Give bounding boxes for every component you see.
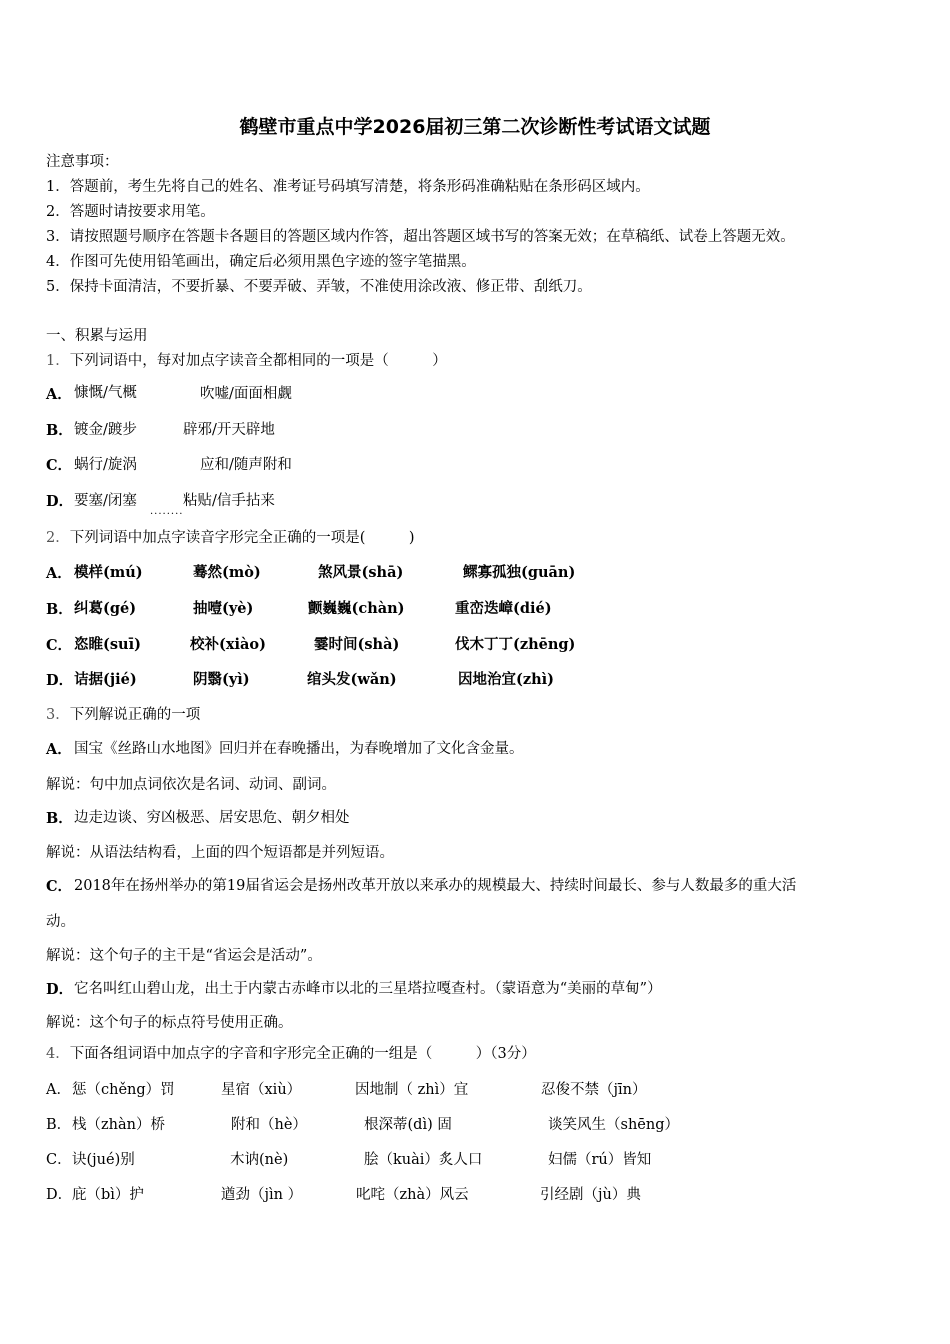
q3-option-a-text: 国宝《丝路山水地图》回归并在春晚播出，为春晚增加了文化含金量。 [74, 741, 524, 757]
q4-a-item: 星宿（xiù） [221, 1082, 302, 1098]
question-4-stem: 4．下面各组词语中加点字的字音和字形完全正确的一组是（ ）（3分） [46, 1046, 536, 1062]
q4-c-item: 诀(jué)别 [72, 1152, 135, 1168]
q1-option-label: B． [46, 422, 73, 439]
q2-b-item: 抽噎(yè) [193, 600, 254, 617]
question-number: 1． [46, 353, 70, 369]
question-number: 3． [46, 707, 70, 723]
q3-option-b-text: 边走边谈、穷凶极恶、居安思危、朝夕相处 [74, 810, 350, 826]
q1-option-label: A． [46, 386, 72, 403]
q2-option-label: C． [46, 637, 73, 654]
q4-c-item: 木讷(nè) [230, 1152, 289, 1168]
q1-option-d-text: 要塞/闭塞 [74, 493, 137, 509]
q3-option-c-explanation: 解说：这个句子的主干是“省运会是活动”。 [46, 948, 322, 964]
q2-c-item: 伐木丁丁(zhēng) [455, 636, 576, 653]
q4-b-item: 附和（hè） [231, 1117, 307, 1133]
q2-c-item: 校补(xiào) [190, 636, 266, 653]
q2-a-item: 模样(mú) [74, 564, 143, 581]
question-1-stem: 1．下列词语中，每对加点字读音全都相同的一项是（ ） [46, 353, 447, 369]
question-number: 2． [46, 530, 70, 546]
q4-option-label: D． [46, 1187, 73, 1203]
q3-option-b-explanation: 解说：从语法结构看，上面的四个短语都是并列短语。 [46, 845, 394, 861]
q3-option-label: C． [46, 878, 73, 895]
emphasis-dots: ........ [150, 506, 184, 517]
q1-option-b-text2: 辟邪/开天辟地 [183, 422, 275, 438]
q2-a-item: 煞风景(shā) [318, 564, 404, 581]
section-heading: 一、积累与运用 [46, 328, 148, 344]
q2-b-item: 重峦迭嶂(dié) [455, 600, 552, 617]
q2-option-label: A． [46, 565, 72, 582]
q4-c-item: 脍（kuài）炙人口 [364, 1152, 483, 1168]
q1-option-label: C． [46, 457, 73, 474]
q2-d-item: 阴翳(yì) [193, 671, 250, 688]
q4-d-item: 引经剧（jù）典 [540, 1187, 641, 1203]
q3-option-label: A． [46, 741, 72, 758]
q3-option-d-text: 它名叫红山碧山龙，出土于内蒙古赤峰市以北的三星塔拉嘎查村。（蒙语意为“美丽的草甸”） [74, 981, 662, 997]
notice-heading: 注意事项： [46, 154, 119, 170]
page-title: 鹤壁市重点中学2026届初三第二次诊断性考试语文试题 [239, 116, 711, 138]
q1-option-a-text2: 吹嘘/面面相觑 [200, 386, 292, 402]
q4-d-item: 遒劲（jìn ） [221, 1187, 303, 1203]
q2-b-item: 颤巍巍(chàn) [308, 600, 405, 617]
q3-option-a-explanation: 解说：句中加点词依次是名词、动词、副词。 [46, 777, 336, 793]
q2-a-item: 蓦然(mò) [193, 564, 261, 581]
q2-c-item: 恣睢(suī) [74, 636, 141, 653]
q4-b-item: 栈（zhàn）桥 [72, 1117, 165, 1133]
q2-a-item: 鳏寡孤独(guān) [463, 564, 576, 581]
notice-item-1: 1．答题前，考生先将自己的姓名、准考证号码填写清楚，将条形码准确粘贴在条形码区域内。 [46, 179, 650, 195]
q1-option-label: D． [46, 493, 74, 510]
q4-option-label: C． [46, 1152, 72, 1168]
q1-option-a-text: 慷慨/气概 [74, 385, 137, 401]
q4-a-item: 忍俊不禁（jīn） [541, 1082, 647, 1098]
q3-option-d-explanation: 解说：这个句子的标点符号使用正确。 [46, 1015, 293, 1031]
question-3-stem: 3．下列解说正确的一项 [46, 707, 201, 723]
q4-d-item: 庇（bì）护 [72, 1187, 144, 1203]
q4-a-item: 因地制（ zhì）宜 [355, 1082, 469, 1098]
q4-b-item: 根深蒂(dì) 固 [364, 1117, 452, 1133]
q4-option-label: A． [46, 1082, 71, 1098]
q2-option-label: B． [46, 601, 73, 618]
q1-option-d-text2: 粘贴/信手拈来 [183, 493, 275, 509]
q3-option-label: B． [46, 810, 73, 827]
q2-d-item: 诘据(jié) [74, 671, 137, 688]
q4-option-label: B． [46, 1117, 72, 1133]
q3-option-c-text: 2018年在扬州举办的第19届省运会是扬州改革开放以来承办的规模最大、持续时间最长、参与人数最多的重大活 [74, 878, 797, 894]
q2-d-item: 因地治宜(zhì) [458, 671, 555, 688]
q2-b-item: 纠葛(gé) [74, 600, 137, 617]
notice-item-4: 4．作图可先使用铅笔画出，确定后必须用黑色字迹的签字笔描黑。 [46, 254, 476, 270]
q4-c-item: 妇儒（rú）皆知 [548, 1152, 652, 1168]
q4-b-item: 谈笑风生（shēng） [548, 1117, 679, 1133]
q2-d-item: 绾头发(wǎn) [307, 671, 397, 688]
notice-item-5: 5．保持卡面清洁，不要折暴、不要弄破、弄皱，不准使用涂改液、修正带、刮纸刀。 [46, 279, 592, 295]
q4-d-item: 叱咤（zhà）风云 [356, 1187, 469, 1203]
q3-option-c-text-cont: 动。 [46, 914, 75, 930]
question-number: 4． [46, 1046, 70, 1062]
q2-option-label: D． [46, 672, 74, 689]
q4-a-item: 惩（chěng）罚 [72, 1082, 175, 1098]
q1-option-c-text: 蜗行/旋涡 [74, 457, 137, 473]
question-2-stem: 2．下列词语中加点字读音字形完全正确的一项是( ) [46, 530, 415, 546]
q3-option-label: D． [46, 981, 74, 998]
q1-option-b-text: 镀金/踱步 [74, 422, 137, 438]
notice-item-3: 3．请按照题号顺序在答题卡各题目的答题区域内作答，超出答题区域书写的答案无效；在草稿纸、试卷上答题无效。 [46, 229, 795, 245]
notice-item-2: 2．答题时请按要求用笔。 [46, 204, 215, 220]
q2-c-item: 霎时间(shà) [314, 636, 400, 653]
q1-option-c-text2: 应和/随声附和 [200, 457, 292, 473]
